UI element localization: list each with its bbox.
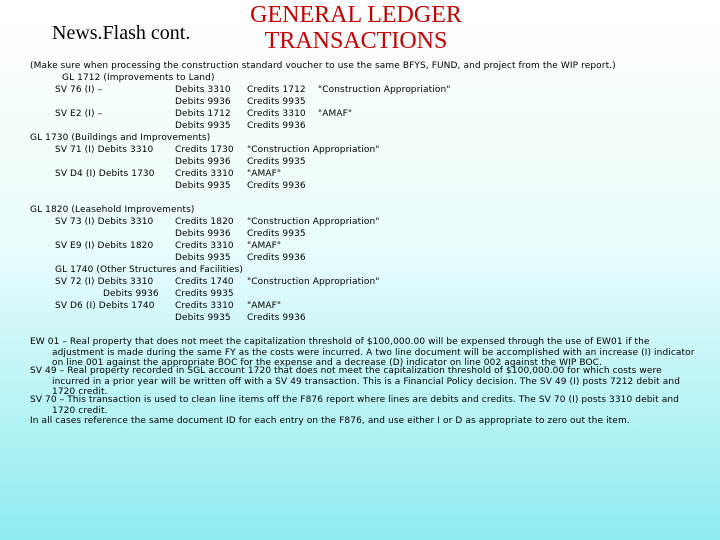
svd6-credit-1: Credits 3310 <box>175 301 234 311</box>
title-line-2: TRANSACTIONS <box>264 28 448 54</box>
svd4-debit-2: Debits 9935 <box>175 181 231 191</box>
sve2-credit-2: Credits 9936 <box>247 121 306 131</box>
gl1730-heading: GL 1730 (Buildings and Improvements) <box>30 133 211 143</box>
sv70-line-2: 1720 credit. <box>52 405 108 416</box>
sve2-credit-1: Credits 3310 <box>247 109 306 119</box>
sv70-line-1: SV 70 – This transaction is used to clean line items off the F876 report where lines are debits and credits. The SV 70 (I) posts 3310 debit and <box>30 395 679 405</box>
ew01-paragraph <box>30 337 695 369</box>
sve9-appropriation: "AMAF" <box>247 241 282 251</box>
sv71-debit-2: Debits 9936 <box>175 157 231 167</box>
all-cases-paragraph: In all cases reference the same document ID for each entry on the F876, and use either I or D as appropriate to zero out the item. <box>30 416 630 426</box>
svd6-label: SV D6 (I) Debits 1740 <box>55 301 155 311</box>
svd4-credit-2: Credits 9936 <box>247 181 306 191</box>
gl1740-heading: GL 1740 (Other Structures and Facilities) <box>55 265 243 275</box>
sv72-credit-2: Credits 9935 <box>175 289 234 299</box>
sv76-credit-2: Credits 9935 <box>247 97 306 107</box>
sv49-line-2: incurred in a prior year will be written off with a SV 49 transaction. This is a Financial Policy decision. The SV 49 (I) posts 7212 debit and 1720 credit. <box>52 376 681 397</box>
sv71-credit-2: Credits 9935 <box>247 157 306 167</box>
note-text: (Make sure when processing the construction standard voucher to use the same BFYS, FUND, and project from the WIP report.) <box>30 61 616 71</box>
sve9-label: SV E9 (I) Debits 1820 <box>55 241 154 251</box>
svd4-credit-1: Credits 3310 <box>175 169 234 179</box>
sv76-credit-1: Credits 1712 <box>247 85 306 95</box>
sv73-label: SV 73 (I) Debits 3310 <box>55 217 154 227</box>
sv73-credit-1: Credits 1820 <box>175 217 234 227</box>
sv72-appropriation: "Construction Appropriation" <box>247 277 380 287</box>
sv70-paragraph <box>30 395 695 416</box>
gl1820-heading: GL 1820 (Leasehold Improvements) <box>30 205 195 215</box>
sv71-label: SV 71 (I) Debits 3310 <box>55 145 154 155</box>
sv71-credit-1: Credits 1730 <box>175 145 234 155</box>
svd4-appropriation: "AMAF" <box>247 169 282 179</box>
sv72-credit-1: Credits 1740 <box>175 277 234 287</box>
ew01-line-2: adjustment is made during the same FY as the costs were incurred. A two line document will be accomplished with an increase (I) indicator on line 001 against the appropriate BOC for the expense and a decrease (D) indicator on line 002 against the WIP BOC. <box>52 347 695 368</box>
sv76-label: SV 76 (I) – <box>55 85 103 95</box>
sv73-debit-2: Debits 9936 <box>175 229 231 239</box>
svd4-label: SV D4 (I) Debits 1730 <box>55 169 155 179</box>
sv76-debit-1: Debits 3310 <box>175 85 231 95</box>
ew01-line-1: EW 01 – Real property that does not meet the capitalization threshold of $100,000.00 will be expensed through the use of EW01 if the <box>30 337 650 347</box>
sv76-appropriation: "Construction Appropriation" <box>318 85 451 95</box>
sv73-credit-2: Credits 9935 <box>247 229 306 239</box>
sve2-debit-2: Debits 9935 <box>175 121 231 131</box>
svd6-appropriation: "AMAF" <box>247 301 282 311</box>
title-line-1: GENERAL LEDGER <box>250 2 462 28</box>
sve9-debit-2: Debits 9935 <box>175 253 231 263</box>
sv49-paragraph <box>30 366 695 398</box>
sv72-debit-2: Debits 9936 <box>103 289 159 299</box>
sv73-appropriation: "Construction Appropriation" <box>247 217 380 227</box>
sv49-line-1: SV 49 – Real property recorded in SGL account 1720 that does not meet the capitalization threshold of $100,000.00 for which costs were <box>30 366 662 376</box>
sve2-debit-1: Debits 1712 <box>175 109 231 119</box>
gl1712-heading: GL 1712 (Improvements to Land) <box>62 73 215 83</box>
page-title <box>228 2 484 54</box>
sv76-debit-2: Debits 9936 <box>175 97 231 107</box>
sve9-credit-1: Credits 3310 <box>175 241 234 251</box>
svd6-credit-2: Credits 9936 <box>247 313 306 323</box>
sve2-appropriation: "AMAF" <box>318 109 353 119</box>
sve2-label: SV E2 (I) – <box>55 109 103 119</box>
sve9-credit-2: Credits 9936 <box>247 253 306 263</box>
sv72-label: SV 72 (I) Debits 3310 <box>55 277 154 287</box>
newsflash-label: News.Flash cont. <box>52 22 191 44</box>
sv71-appropriation: "Construction Appropriation" <box>247 145 380 155</box>
svd6-debit-2: Debits 9935 <box>175 313 231 323</box>
